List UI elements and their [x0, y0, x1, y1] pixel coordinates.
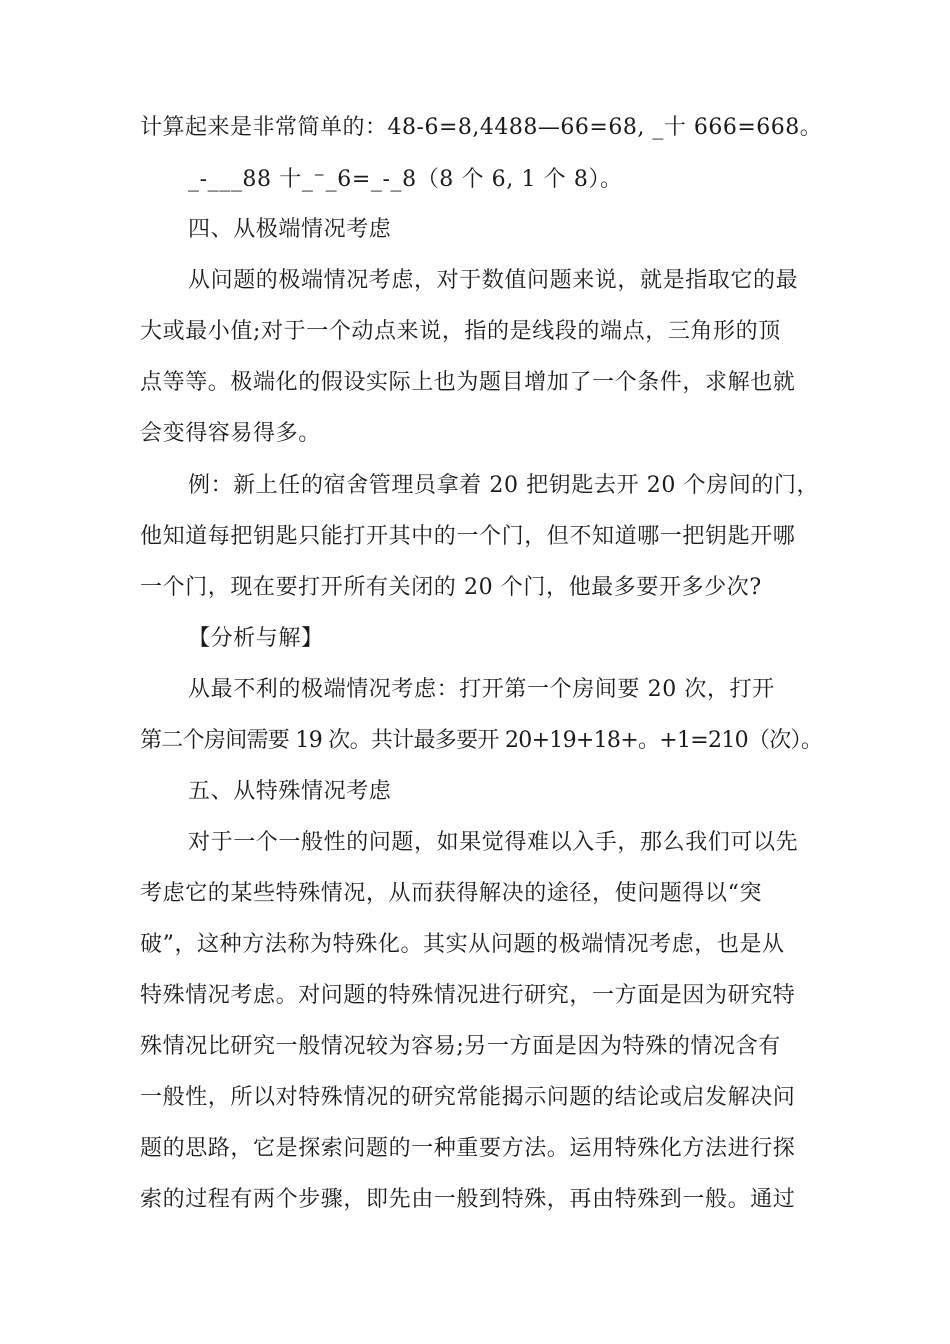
analysis-line-2: 第二个房间需要 19 次。共计最多要开 20+19+18+。+1=210（次）。	[140, 728, 823, 753]
example-line-2: 他知道每把钥匙只能打开其中的一个门，但不知道哪一把钥匙开哪	[140, 524, 796, 549]
text-line-5: 大或最小值;对于一个动点来说，指的是线段的端点，三角形的顶	[140, 319, 781, 344]
analysis-line-1: 从最不利的极端情况考虑：打开第一个房间要 20 次，打开	[188, 677, 775, 702]
section-heading-5: 五、从特殊情况考虑	[188, 779, 392, 804]
text-line-4: 从问题的极端情况考虑，对于数值问题来说，就是指取它的最	[188, 268, 799, 293]
text-line-20: 一般性，所以对特殊情况的研究常能揭示问题的结论或启发解决问	[140, 1085, 796, 1110]
text-line-18: 特殊情况考虑。对问题的特殊情况进行研究，一方面是因为研究特	[140, 983, 796, 1008]
text-line-2: _-___88 十_⁻_6=_-_8（8 个 6, 1 个 8）。	[188, 167, 623, 192]
text-line-22: 索的过程有两个步骤，即先由一般到特殊，再由特殊到一般。通过	[140, 1187, 796, 1212]
text-line-17: 破”，这种方法称为特殊化。其实从问题的极端情况考虑，也是从	[140, 932, 785, 957]
text-line-6: 点等等。极端化的假设实际上也为题目增加了一个条件，求解也就	[140, 370, 796, 395]
text-line-1: 计算起来是非常简单的：48-6=8,4488—66=68, _十 666=668。	[140, 115, 823, 140]
example-line-3: 一个门，现在要打开所有关闭的 20 个门，他最多要开多少次?	[140, 575, 762, 600]
section-heading-4: 四、从极端情况考虑	[188, 217, 392, 242]
text-line-7: 会变得容易得多。	[140, 421, 321, 446]
example-line-1: 例：新上任的宿舍管理员拿着 20 把钥匙去开 20 个房间的门，	[188, 473, 820, 498]
analysis-heading: 【分析与解】	[188, 626, 324, 651]
text-line-21: 题的思路，它是探索问题的一种重要方法。运用特殊化方法进行探	[140, 1136, 796, 1161]
text-line-19: 殊情况比研究一般情况较为容易;另一方面是因为特殊的情况含有	[140, 1034, 781, 1059]
text-line-15: 对于一个一般性的问题，如果觉得难以入手，那么我们可以先	[188, 830, 799, 855]
text-line-16: 考虑它的某些特殊情况，从而获得解决的途径，使问题得以“突	[140, 881, 763, 906]
